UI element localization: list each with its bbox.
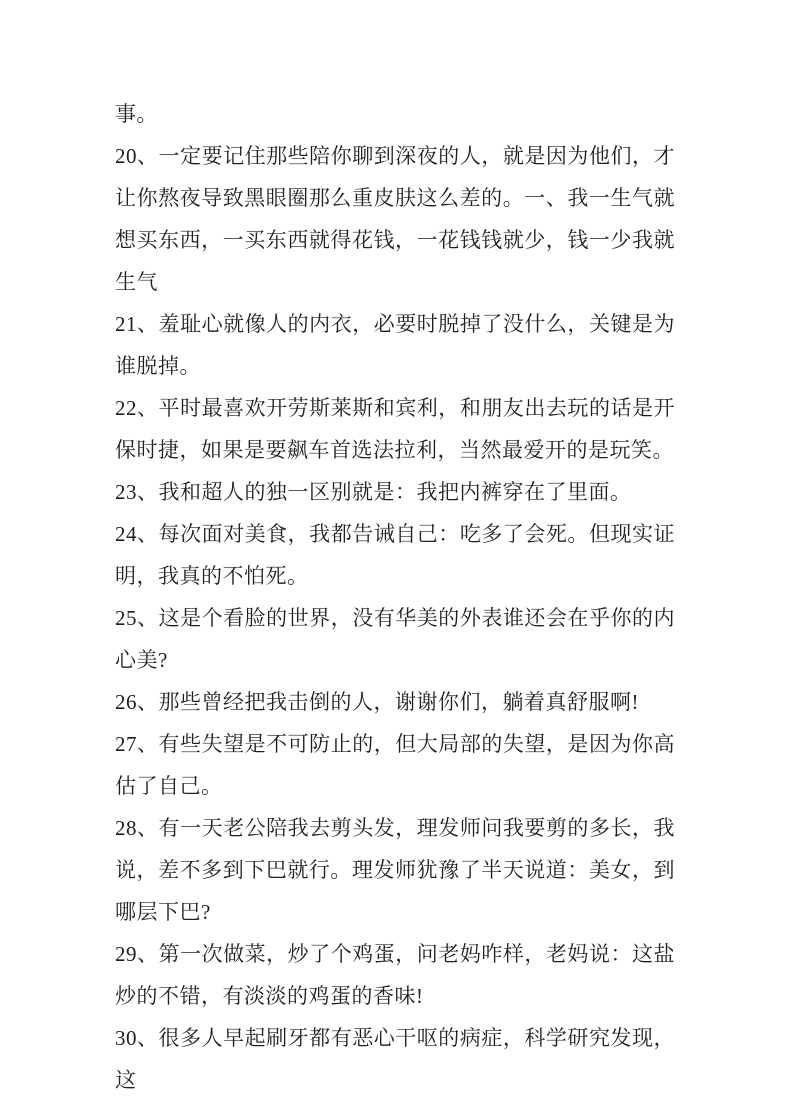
quote-continuation: [115, 93, 675, 135]
quote-item-24: [115, 513, 675, 597]
quote-item-23: [115, 471, 675, 513]
quote-item-21: [115, 303, 675, 387]
item-text: 有些失望是不可防止的，但大局部的失望，是因为你高估了自己。: [115, 732, 676, 798]
item-text: 每次面对美食，我都告诫自己：吃多了会死。但现实证明，我真的不怕死。: [115, 522, 676, 588]
item-text: 第一次做菜，炒了个鸡蛋，问老妈咋样，老妈说：这盐炒的不错，有淡淡的鸡蛋的香味!: [115, 942, 676, 1008]
quote-item-30: [115, 1017, 675, 1101]
quote-item-20: [115, 135, 675, 303]
quote-item-27: [115, 723, 675, 807]
item-text: 一定要记住那些陪你聊到深夜的人，就是因为他们，才让你熬夜导致黑眼圈那么重皮肤这么差的。一、我一生气就想买东西，一买东西就得花钱，一花钱钱就少，钱一少我就生气: [115, 144, 676, 294]
item-text: 平时最喜欢开劳斯莱斯和宾利，和朋友出去玩的话是开保时捷，如果是要飙车首选法拉利，当然最爱开的是玩笑。: [115, 396, 676, 462]
item-number: 20、: [115, 144, 159, 168]
item-text: 羞耻心就像人的内衣，必要时脱掉了没什么，关键是为谁脱掉。: [115, 312, 676, 378]
item-number: 21、: [115, 312, 159, 336]
item-number: 29、: [115, 942, 159, 966]
item-text: 很多人早起刷牙都有恶心干呕的病症，科学研究发现，这: [115, 1026, 676, 1092]
item-number: 23、: [115, 480, 159, 504]
quote-item-26: [115, 681, 675, 723]
item-number: 25、: [115, 606, 159, 630]
item-number: 30、: [115, 1026, 159, 1050]
item-text: 我和超人的独一区别就是：我把内裤穿在了里面。: [158, 480, 632, 504]
item-text: 这是个看脸的世界，没有华美的外表谁还会在乎你的内心美?: [115, 606, 676, 672]
quote-item-29: [115, 933, 675, 1017]
quote-item-22: [115, 387, 675, 471]
quote-item-25: [115, 597, 675, 681]
quote-item-28: [115, 807, 675, 933]
item-number: 26、: [115, 690, 159, 714]
item-number: 27、: [115, 732, 159, 756]
item-text: 事。: [115, 102, 158, 126]
item-number: 28、: [115, 816, 159, 840]
text-block: [115, 93, 675, 1101]
item-number: 24、: [115, 522, 159, 546]
item-text: 有一天老公陪我去剪头发，理发师问我要剪的多长，我说，差不多到下巴就行。理发师犹豫了半天说道：美女，到哪层下巴?: [115, 816, 676, 924]
item-number: 22、: [115, 396, 159, 420]
item-text: 那些曾经把我击倒的人，谢谢你们，躺着真舒服啊!: [158, 690, 639, 714]
